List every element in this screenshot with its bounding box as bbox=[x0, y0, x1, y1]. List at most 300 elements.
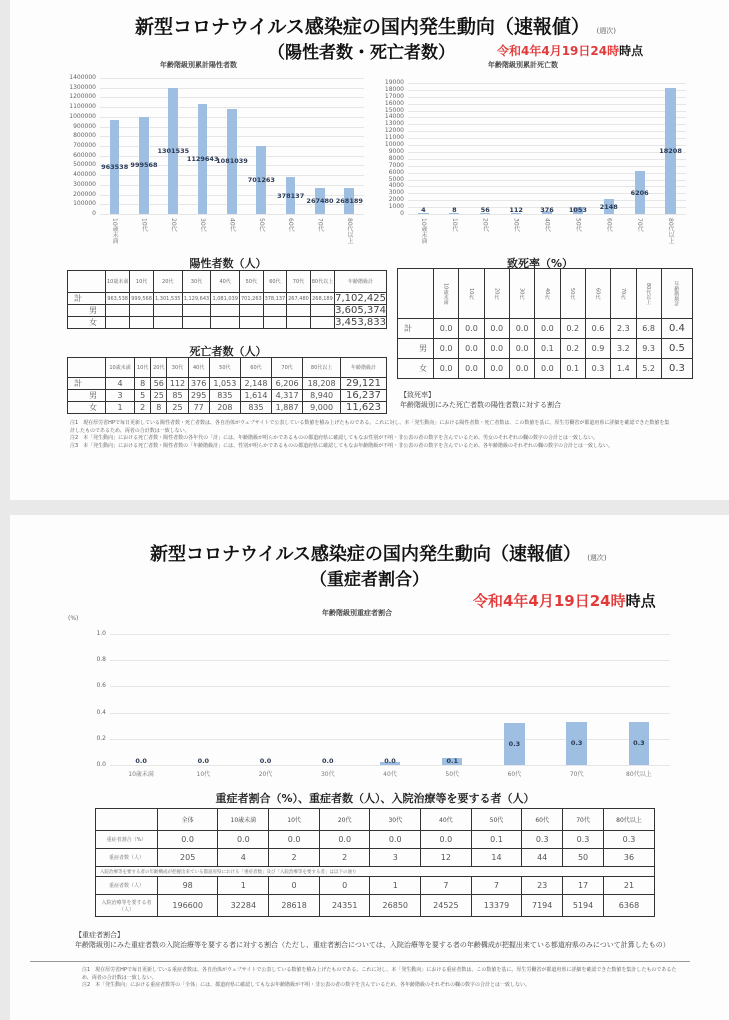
column-header: 70代 bbox=[287, 271, 311, 293]
gridline bbox=[408, 90, 686, 91]
table-cell: 835 bbox=[240, 402, 271, 414]
table-cell: 25 bbox=[167, 402, 188, 414]
gridline bbox=[408, 104, 686, 105]
y-tick-label: 17000 bbox=[384, 92, 404, 100]
column-header: 50代 bbox=[560, 269, 585, 319]
table-cell: 98 bbox=[158, 877, 218, 895]
table-cell: 1,129,643 bbox=[182, 293, 211, 305]
data-label: 0.0 bbox=[135, 757, 147, 765]
y-tick-label: 2000 bbox=[388, 196, 404, 204]
table-cell bbox=[153, 305, 182, 317]
row-label: 計 bbox=[68, 293, 106, 305]
positive-table bbox=[67, 270, 387, 329]
header-row bbox=[68, 271, 387, 293]
data-label: 1129643 bbox=[186, 155, 219, 164]
table-cell: 0.0 bbox=[509, 359, 534, 379]
page-severe-ratio bbox=[10, 515, 729, 1020]
y-tick-label: 0.8 bbox=[96, 656, 106, 664]
table-cell: 2 bbox=[319, 849, 370, 867]
data-label: 0.3 bbox=[508, 740, 521, 749]
table-cell: 6,206 bbox=[272, 378, 303, 390]
y-tick-label: 5000 bbox=[388, 175, 404, 183]
table-cell: 1,081,039 bbox=[211, 293, 240, 305]
table-cell: 2.3 bbox=[611, 319, 636, 339]
table-row bbox=[68, 305, 387, 317]
table-cell: 9.3 bbox=[636, 339, 661, 359]
data-label: 378137 bbox=[277, 191, 305, 200]
row-label: 重症者割合（%） bbox=[96, 831, 158, 849]
data-label: 0.1 bbox=[446, 757, 458, 765]
x-tick-label: 20代 bbox=[481, 218, 489, 232]
severe-chart-title: 年齢階級別重症者割合 bbox=[322, 609, 392, 617]
x-tick-label: 50代 bbox=[445, 771, 460, 778]
column-header: 年齢階級計 bbox=[335, 271, 387, 293]
table-cell: 11,623 bbox=[341, 402, 387, 414]
title-suffix: (週次) bbox=[596, 27, 616, 35]
row-label: 計 bbox=[398, 319, 434, 339]
gridline bbox=[100, 78, 364, 79]
table-cell: 0.0 bbox=[484, 339, 509, 359]
x-tick-label: 70代 bbox=[569, 771, 584, 778]
column-header: 40代 bbox=[535, 269, 560, 319]
y-tick-label: 800000 bbox=[73, 132, 96, 140]
table-cell: 0.0 bbox=[535, 359, 560, 379]
table-cell: 0.3 bbox=[522, 831, 563, 849]
table-cell: 963,538 bbox=[106, 293, 130, 305]
table-cell: 0.9 bbox=[585, 339, 610, 359]
row-label: 男 bbox=[398, 339, 434, 359]
row-label: 女 bbox=[68, 402, 106, 414]
gridline bbox=[100, 97, 364, 98]
column-header: 10歳未満 bbox=[106, 358, 135, 378]
gridline bbox=[110, 765, 670, 766]
table-cell: 0.0 bbox=[535, 319, 560, 339]
column-header: 30代 bbox=[182, 271, 211, 293]
column-header: 10歳未満 bbox=[106, 271, 130, 293]
row-label: 女 bbox=[68, 317, 106, 329]
divider bbox=[30, 961, 690, 962]
table-cell: 7194 bbox=[522, 895, 563, 917]
table-cell: 3 bbox=[370, 849, 421, 867]
data-label: 6206 bbox=[630, 188, 649, 197]
table-row bbox=[398, 339, 693, 359]
y-tick-label: 4000 bbox=[388, 182, 404, 190]
x-tick-label: 80代以上 bbox=[626, 771, 652, 778]
column-header: 30代 bbox=[509, 269, 534, 319]
corner-cell bbox=[68, 358, 106, 378]
x-tick-label: 70代 bbox=[636, 218, 644, 232]
gridline bbox=[110, 660, 670, 661]
y-tick-label: 0.2 bbox=[96, 734, 106, 742]
y-tick-label: 1.0 bbox=[96, 630, 106, 637]
table-cell: 0.0 bbox=[484, 359, 509, 379]
gridline bbox=[408, 159, 686, 160]
table-row bbox=[68, 293, 387, 305]
note-2: 注2 本「発生動向」における重症者数等の「全体」には、都道府県に確認してもなお年齢階級が不明・非公表の者の数字を含んでいるため、各年齢階級のそれぞれの欄の数字の合計とは一致しない。 bbox=[82, 982, 530, 988]
column-header: 10代 bbox=[135, 358, 151, 378]
table-cell: 0.2 bbox=[560, 319, 585, 339]
table-cell: 376 bbox=[188, 378, 209, 390]
table-row bbox=[68, 378, 387, 390]
gridline bbox=[110, 713, 670, 714]
table-cell: 267,480 bbox=[287, 293, 311, 305]
table-cell: 4 bbox=[218, 849, 269, 867]
column-header: 80代以上 bbox=[636, 269, 661, 319]
table-cell: 112 bbox=[167, 378, 188, 390]
table-cell bbox=[182, 317, 211, 329]
gridline bbox=[408, 131, 686, 132]
data-label: 963538 bbox=[101, 163, 129, 172]
table-cell bbox=[310, 305, 334, 317]
column-header: 年齢階級計 bbox=[661, 269, 692, 319]
table-cell: 0.1 bbox=[535, 339, 560, 359]
table-cell: 0.1 bbox=[471, 831, 522, 849]
data-label: 112 bbox=[509, 206, 523, 214]
data-label: 267480 bbox=[306, 197, 334, 205]
data-label: 56 bbox=[480, 206, 490, 214]
positive-table-title: 陽性者数（人） bbox=[189, 257, 267, 270]
table-cell: 196600 bbox=[158, 895, 218, 917]
gridline bbox=[408, 138, 686, 139]
table-cell: 0.4 bbox=[661, 319, 692, 339]
table-cell: 77 bbox=[188, 402, 209, 414]
table-cell: 0.2 bbox=[560, 339, 585, 359]
column-header: 40代 bbox=[188, 358, 209, 378]
positive-bar-chart bbox=[60, 75, 370, 250]
span-note: 入院治療等を要する者の年齢構成が把握出来ている都道府県における「重症者数」及び「入院治療等を要する者」は以下の通り bbox=[96, 867, 655, 877]
table-cell: 5 bbox=[135, 390, 151, 402]
table-cell: 205 bbox=[158, 849, 218, 867]
table-cell: 0.1 bbox=[560, 359, 585, 379]
data-label: 1081039 bbox=[216, 157, 248, 166]
table-cell: 1,887 bbox=[272, 402, 303, 414]
table-cell: 0.3 bbox=[603, 831, 654, 849]
table-cell: 1,053 bbox=[209, 378, 240, 390]
x-tick-label: 10代 bbox=[140, 218, 148, 232]
note-1: 注1 現在厚労省HPで毎日更新している重症者数は、各自治体がウェブサイトで公表している数値を積み上げたものである。これに対し、本「発生動向」における重症者数は、この数値を基に、厚生労働省が都道府県に詳細を確認できた数値を集計したものであるため、両者の合計数は一致しない。 bbox=[82, 967, 677, 981]
column-header: 年齢階級計 bbox=[341, 358, 387, 378]
table-cell bbox=[182, 305, 211, 317]
table-cell: 5.2 bbox=[636, 359, 661, 379]
table-cell: 835 bbox=[209, 390, 240, 402]
table-cell: 0.0 bbox=[434, 319, 459, 339]
row-label: 重症者数（人） bbox=[96, 849, 158, 867]
y-tick-label: 7000 bbox=[388, 161, 404, 169]
table-row bbox=[96, 849, 655, 867]
death-table-title: 死亡者数（人） bbox=[189, 345, 267, 358]
data-label: 999568 bbox=[130, 161, 158, 170]
x-tick-label: 80代以上 bbox=[667, 218, 675, 244]
y-tick-label: 700000 bbox=[73, 142, 96, 149]
y-tick-label: 14000 bbox=[384, 113, 404, 121]
note-2: 注2 本「発生動向」における死亡者数・陽性者数の各年代の「計」には、年齢階級が明らかであるものの都道府県に確認してもなお性別が不明・非公表の者の数字を含んでいるため、男女のそれぞれの欄の数字の合計とは一致しない。 bbox=[70, 435, 598, 441]
row-label: 入院治療等を要する者（人） bbox=[96, 895, 158, 917]
corner-cell bbox=[96, 809, 158, 831]
table-cell: 0.3 bbox=[661, 359, 692, 379]
table-cell bbox=[263, 317, 287, 329]
table-cell: 0.0 bbox=[218, 831, 269, 849]
table-cell: 0.3 bbox=[585, 359, 610, 379]
severe-def-text: 年齢階級別にみた重症者数の入院治療等を要する者に対する割合（ただし、重症者割合については、入院治療等を要する者の年齢構成が把握出来ている都道府県のみについて計算したもの） bbox=[75, 941, 670, 949]
x-tick-label: 60代 bbox=[507, 771, 522, 778]
y-tick-label: 400000 bbox=[73, 171, 96, 179]
row-label: 重症者数（人） bbox=[96, 877, 158, 895]
span-row bbox=[96, 867, 655, 877]
x-tick-label: 80代以上 bbox=[345, 218, 353, 244]
corner-cell bbox=[398, 269, 434, 319]
column-header: 60代 bbox=[263, 271, 287, 293]
column-header: 20代 bbox=[319, 809, 370, 831]
table-cell: 0.6 bbox=[585, 319, 610, 339]
data-label: 8 bbox=[452, 206, 457, 214]
gridline bbox=[408, 124, 686, 125]
data-label: 268189 bbox=[335, 196, 363, 205]
header-row bbox=[68, 358, 387, 378]
table-cell: 26850 bbox=[370, 895, 421, 917]
severe-def-heading: 【重症者割合】 bbox=[75, 931, 124, 939]
column-header: 50代 bbox=[471, 809, 522, 831]
gridline bbox=[408, 214, 686, 215]
table-cell: 7 bbox=[471, 877, 522, 895]
table-cell: 8 bbox=[135, 378, 151, 390]
table-row bbox=[96, 895, 655, 917]
x-tick-label: 10代 bbox=[196, 771, 211, 778]
data-label: 0.3 bbox=[570, 739, 583, 748]
y-tick-label: 11000 bbox=[384, 134, 404, 142]
table-cell: 24525 bbox=[421, 895, 472, 917]
y-tick-label: 0 bbox=[400, 210, 404, 217]
positive-chart-title: 年齢階級別累計陽性者数 bbox=[160, 61, 237, 69]
table-cell: 0.0 bbox=[269, 831, 320, 849]
row-label: 男 bbox=[68, 390, 106, 402]
gridline bbox=[408, 111, 686, 112]
data-label: 0.0 bbox=[197, 757, 210, 765]
gridline bbox=[100, 107, 364, 108]
y-tick-label: 3000 bbox=[388, 189, 404, 197]
as-of-date: 令和4年4月19日24時 bbox=[497, 44, 620, 58]
table-cell: 0 bbox=[319, 877, 370, 895]
table-row bbox=[68, 402, 387, 414]
x-tick-label: 20代 bbox=[169, 218, 177, 232]
table-cell: 1,301,535 bbox=[153, 293, 182, 305]
data-label: 0.3 bbox=[633, 739, 645, 748]
column-header: 30代 bbox=[370, 809, 421, 831]
cfr-def-text: 年齢階級別にみた死亡者数の陽性者数に対する割合 bbox=[400, 401, 561, 409]
gridline bbox=[408, 145, 686, 146]
table-cell bbox=[287, 317, 311, 329]
cfr-definition bbox=[400, 390, 561, 410]
y-tick-label: 1200000 bbox=[69, 93, 96, 101]
column-header: 40代 bbox=[211, 271, 240, 293]
page1-as-of bbox=[497, 42, 643, 59]
x-tick-label: 10代 bbox=[450, 218, 458, 232]
data-label: 18208 bbox=[659, 147, 682, 156]
x-tick-label: 40代 bbox=[543, 218, 551, 232]
y-tick-label: 900000 bbox=[73, 122, 96, 130]
x-tick-label: 30代 bbox=[320, 771, 335, 778]
gridline bbox=[100, 214, 364, 215]
table-cell: 1,614 bbox=[240, 390, 271, 402]
table-cell: 3,453,833 bbox=[335, 317, 386, 328]
x-tick-label: 50代 bbox=[574, 218, 582, 232]
table-cell: 23 bbox=[522, 877, 563, 895]
cfr-def-heading: 【致死率】 bbox=[400, 391, 435, 399]
table-cell: 36 bbox=[603, 849, 654, 867]
table-cell: 999,568 bbox=[130, 293, 154, 305]
column-header: 70代 bbox=[272, 358, 303, 378]
table-cell: 6368 bbox=[603, 895, 654, 917]
table-cell: 21 bbox=[603, 877, 654, 895]
y-tick-label: 1300000 bbox=[69, 83, 96, 91]
x-tick-label: 70代 bbox=[316, 218, 324, 232]
x-tick-label: 30代 bbox=[512, 218, 520, 232]
page2-as-of bbox=[473, 590, 656, 611]
table-cell: 2,148 bbox=[240, 378, 271, 390]
table-cell: 268,189 bbox=[310, 293, 334, 305]
y-tick-label: 16000 bbox=[384, 99, 404, 107]
title-suffix: (週次) bbox=[587, 554, 607, 562]
table-cell: 18,208 bbox=[303, 378, 341, 390]
page2-title bbox=[150, 540, 607, 566]
table-cell: 32284 bbox=[218, 895, 269, 917]
column-header: 50代 bbox=[209, 358, 240, 378]
x-tick-label: 60代 bbox=[605, 218, 613, 232]
corner-cell bbox=[68, 271, 106, 293]
y-tick-label: 1100000 bbox=[69, 103, 96, 111]
page2-subtitle: （重症者割合） bbox=[310, 570, 429, 590]
y-tick-label: 1000000 bbox=[69, 112, 96, 120]
column-header: 20代 bbox=[151, 358, 167, 378]
data-label: 1301535 bbox=[157, 146, 190, 155]
gridline bbox=[408, 97, 686, 98]
column-header: 30代 bbox=[167, 358, 188, 378]
y-unit: (%) bbox=[68, 615, 79, 622]
as-of-suffix: 時点 bbox=[625, 592, 656, 610]
as-of-suffix: 時点 bbox=[619, 44, 644, 58]
header-row bbox=[398, 269, 693, 319]
data-label: 0.0 bbox=[384, 757, 396, 765]
x-tick-label: 40代 bbox=[228, 218, 236, 232]
table-cell: 0.0 bbox=[434, 339, 459, 359]
y-tick-label: 15000 bbox=[384, 106, 404, 114]
title-text: 新型コロナウイルス感染症の国内発生動向（速報値） bbox=[135, 16, 590, 38]
gridline bbox=[110, 686, 670, 687]
table-row bbox=[96, 831, 655, 849]
death-chart-title: 年齢階級別累計死亡数 bbox=[488, 61, 558, 69]
title-text: 新型コロナウイルス感染症の国内発生動向（速報値） bbox=[150, 544, 581, 565]
table-cell: 0.0 bbox=[421, 831, 472, 849]
y-tick-label: 0 bbox=[92, 210, 96, 217]
table-cell bbox=[106, 305, 130, 317]
table-cell bbox=[130, 305, 154, 317]
table-cell: 8,940 bbox=[303, 390, 341, 402]
table-cell bbox=[263, 305, 287, 317]
table-cell bbox=[287, 305, 311, 317]
as-of-date: 令和4年4月19日24時 bbox=[473, 592, 626, 610]
table-row bbox=[398, 359, 693, 379]
gridline bbox=[408, 166, 686, 167]
x-tick-label: 10歳未満 bbox=[111, 218, 119, 244]
x-tick-label: 60代 bbox=[287, 218, 295, 232]
table-cell: 1 bbox=[106, 402, 135, 414]
table-cell: 0.0 bbox=[484, 319, 509, 339]
table-cell: 7 bbox=[421, 877, 472, 895]
y-tick-label: 1000 bbox=[388, 203, 404, 211]
table-cell bbox=[310, 317, 334, 329]
y-tick-label: 200000 bbox=[73, 190, 96, 198]
x-tick-label: 30代 bbox=[199, 218, 207, 232]
table-cell: 0.0 bbox=[459, 319, 484, 339]
y-tick-label: 18000 bbox=[384, 85, 404, 93]
table-cell: 0.0 bbox=[459, 339, 484, 359]
table-cell: 295 bbox=[188, 390, 209, 402]
table-row bbox=[68, 317, 387, 329]
y-tick-label: 6000 bbox=[388, 168, 404, 176]
table-cell: 29,121 bbox=[341, 378, 387, 390]
y-tick-label: 600000 bbox=[73, 151, 96, 159]
x-tick-label: 20代 bbox=[258, 771, 273, 778]
severe-table-title: 重症者割合（%）、重症者数（人）、入院治療等を要する者（人） bbox=[215, 792, 535, 805]
page1-notes bbox=[70, 420, 670, 450]
death-table bbox=[67, 357, 387, 414]
table-cell: 17 bbox=[563, 877, 604, 895]
column-header: 10代 bbox=[459, 269, 484, 319]
table-cell bbox=[240, 305, 264, 317]
table-cell: 0.0 bbox=[434, 359, 459, 379]
page-positive-deaths bbox=[10, 0, 729, 500]
y-tick-label: 1400000 bbox=[69, 74, 96, 81]
table-cell: 56 bbox=[151, 378, 167, 390]
column-header: 20代 bbox=[153, 271, 182, 293]
table-cell bbox=[240, 317, 264, 329]
column-header: 50代 bbox=[240, 271, 264, 293]
severe-definition bbox=[75, 930, 695, 950]
y-tick-label: 10000 bbox=[384, 141, 404, 149]
table-cell: 4 bbox=[106, 378, 135, 390]
table-cell: 0.0 bbox=[459, 359, 484, 379]
table-cell: 4,317 bbox=[272, 390, 303, 402]
y-tick-label: 0.0 bbox=[96, 761, 106, 768]
column-header: 40代 bbox=[421, 809, 472, 831]
severe-table bbox=[95, 808, 655, 917]
y-tick-label: 100000 bbox=[73, 200, 96, 208]
table-row bbox=[68, 390, 387, 402]
x-tick-label: 50代 bbox=[257, 218, 265, 232]
column-header: 10代 bbox=[130, 271, 154, 293]
page1-subtitle: （陽性者数・死亡者数） bbox=[268, 43, 455, 63]
y-tick-label: 12000 bbox=[384, 127, 404, 135]
gridline bbox=[100, 88, 364, 89]
x-tick-label: 10歳未満 bbox=[128, 771, 154, 778]
x-tick-label: 40代 bbox=[383, 771, 397, 778]
table-cell: 9,000 bbox=[303, 402, 341, 414]
table-cell: 0.5 bbox=[661, 339, 692, 359]
table-cell: 3 bbox=[106, 390, 135, 402]
data-label: 376 bbox=[540, 206, 554, 214]
data-label: 701263 bbox=[247, 175, 275, 184]
y-tick-label: 8000 bbox=[388, 154, 404, 162]
table-row bbox=[398, 319, 693, 339]
table-cell: 1 bbox=[370, 877, 421, 895]
column-header: 60代 bbox=[585, 269, 610, 319]
table-cell bbox=[211, 305, 240, 317]
column-header: 80代以上 bbox=[303, 358, 341, 378]
column-header: 10代 bbox=[269, 809, 320, 831]
row-label: 計 bbox=[68, 378, 106, 390]
gridline bbox=[408, 117, 686, 118]
column-header: 20代 bbox=[484, 269, 509, 319]
gridline bbox=[110, 634, 670, 635]
